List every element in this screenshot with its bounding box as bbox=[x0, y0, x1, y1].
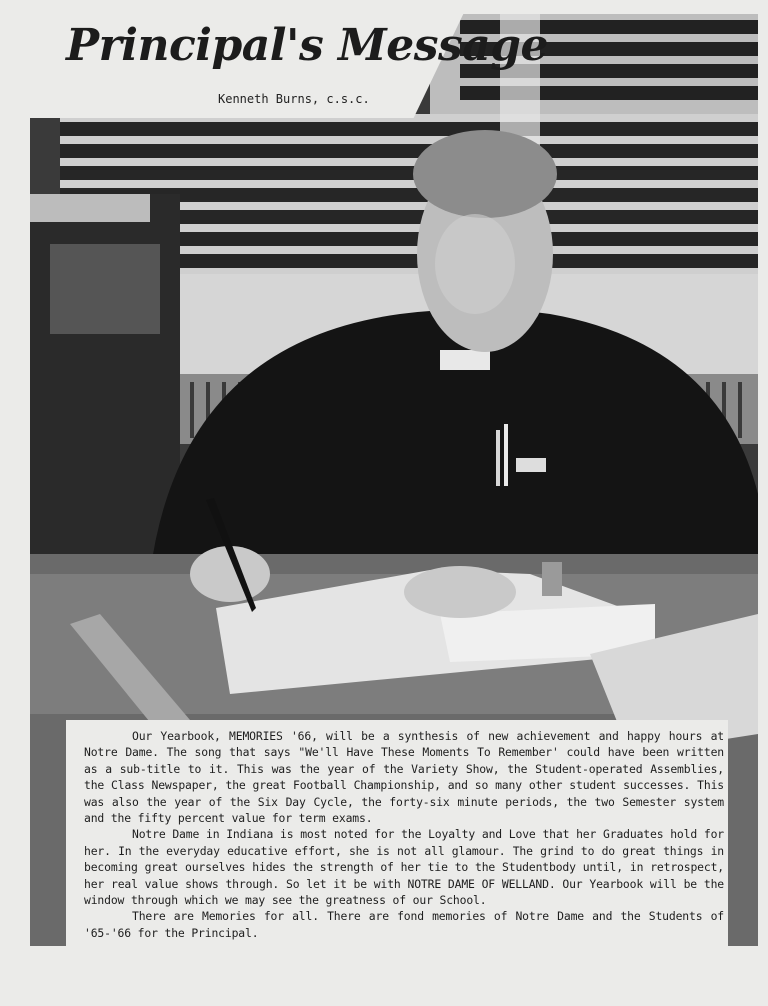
principal-message bbox=[84, 728, 724, 941]
message-paragraph-3: There are Memories for all. There are fond memories of Notre Dame and the Students of '65-'66 for the Principal. bbox=[84, 909, 724, 940]
message-paragraph-1: Our Yearbook, MEMORIES '66, will be a synthesis of new achievement and happy hours at Notre Dame. The song that says "We'll Have These Moments To Remember' could have been written as a sub-title to it. This was the year of the Variety Show, the Student-operated Assemblies, the Class Newspaper, the great Football Championship, and so many other student successes. This was also the year of the Six Day Cycle, the forty-six minute periods, the two Semester system and the fifty percent value for term exams. bbox=[84, 729, 724, 826]
page-title: Principal's Message bbox=[66, 20, 549, 71]
principal-byline: Kenneth Burns, c.s.c. bbox=[218, 92, 370, 106]
message-paragraph-2: Notre Dame in Indiana is most noted for the Loyalty and Love that her Graduates hold for her. In the everyday educative effort, she is not all glamour. The grind to do great things in becoming great ourselves hides the strength of her tie to the Studentbody until, in retrospect, her real value shows through. So let it be with NOTRE DAME OF WELLAND. Our Yearbook will be the window through which we may see the greatness of our School. bbox=[84, 827, 724, 908]
